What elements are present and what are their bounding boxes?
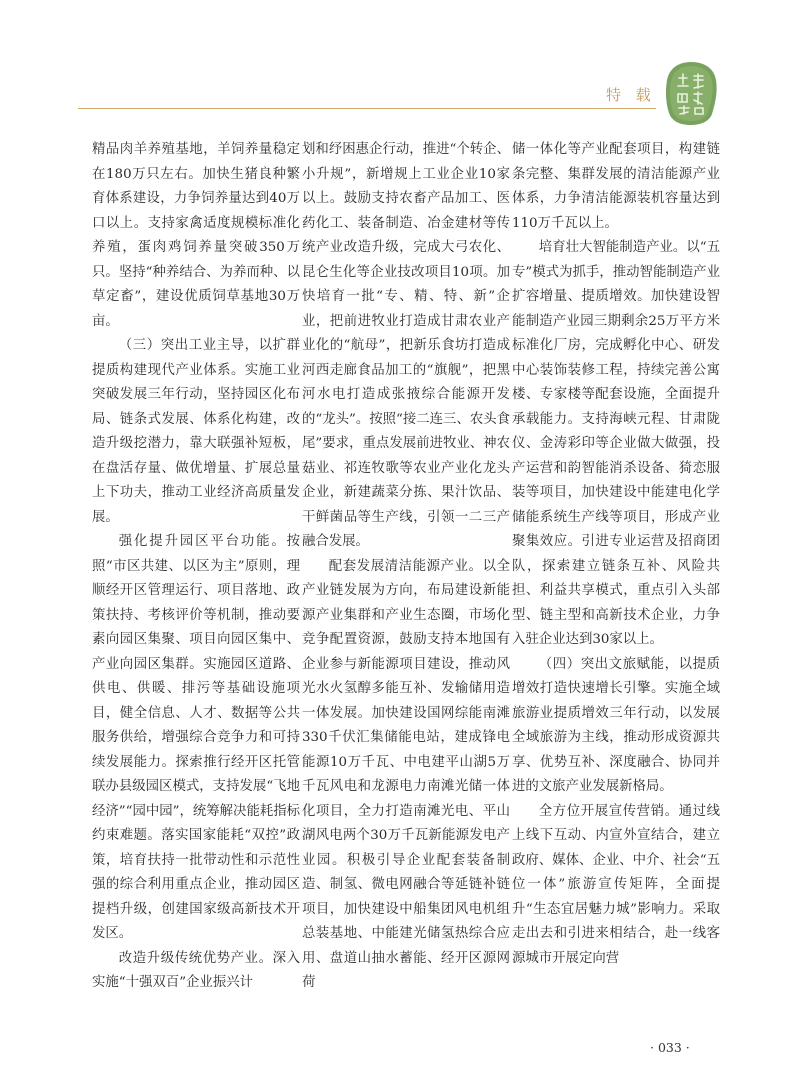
text-column-3 (512, 138, 720, 971)
paragraph: （三）突出工业主导，以扩群提质构建现代产业体系。实施工业突破发展三年行动，坚持园区化布局、链条式发展、体系化构建，改造升级挖潜力，靠大联强补短板，在盘活存量、做优增量、扩展总量上下功夫，推动工业经济高质量发展。 (92, 338, 300, 525)
header-rule (78, 108, 656, 109)
paragraph: 精品肉羊养殖基地，羊饲养量稳定在180万只左右。加快生猪良种繁育体系建设，力争饲养量达到40万口以上。支持家禽适度规模标准化养殖，蛋肉鸡饲养量突破350万只。坚持“种养结合、为养而种、以草定畜”，建设优质饲草基地30万亩。 (92, 142, 300, 329)
paragraph: 强化提升园区平台功能。按照“市区共建、以区为主”原则，理顺经开区管理运行、项目落地、政策扶持、考核评价等机制，推动要素向园区集聚、项目向园区集中、产业向园区集群。实施园区道路、供电、供暖、排污等基础设施项目，健全信息、人才、数据等公共服务供给，增强综合竞争力和可持续发展能力。探索推行经开区托管联办县级园区模式，支持发展“飞地经济”“园中园”，统筹解决能耗指标约束难题。落实国家能耗“双控”政策，培育扶持一批带动性和示范性强的综合利用重点企业，推动园区提档升级，创建国家级高新技术开发区。 (92, 534, 301, 941)
paragraph: 储一体化等产业配套项目，构建链条完整、集群发展的清洁能源产业体系，力争清洁能源装机容量达到110万千瓦以上。 (512, 142, 720, 231)
paragraph: （四）突出文旅赋能，以提质增效打造快速增长引擎。实施全域旅游业提质增效三年行动，以发展全域旅游为主线，推动形成资源共享、优势互补、深度融合、协同并进的文旅产业发展新格局。 (512, 656, 720, 794)
text-column-2 (302, 138, 510, 996)
page-number: · 033 · (650, 1040, 690, 1055)
paragraph: 配套发展清洁能源产业。以全产业链发展为方向，布局建设新能源产业集群和产业生态圈，市场化竞争配置资源，鼓励支持本地国有企业参与新能源项目建设，推动风光水火氢醇多能互补、发输储用造一体发展。加快建设国网综能南滩330千伏汇集储能电站，建成锋电能源10万千瓦、中电建平山湖5万千瓦风电和龙源电力南滩光储一体化项目，全力打造南滩光电、平山湖风电两个30万千瓦新能源发电产业园。积极引导企业配套装备制造、制氢、微电网融合等延链补链项目，加快建设中船集团风电机组总装基地、中能建光储氢热综合应用、盘道山抽水蓄能、经开区源网荷 (302, 558, 510, 990)
text-column-1 (92, 138, 300, 996)
paragraph: 培育壮大智能制造产业。以“五专”模式为抓手，推动智能制造产业扩容增量、提质增效。加快建设智能制造产业园三期剩余25万平方米标准化厂房，完成孵化中心、研发中心装饰装修工程，持续完善公寓楼、专家楼等配套设施，全面提升承载能力。支持海峡元程、甘肃陇仪、金涛彩印等企业做大做强，投产运营和韵智能消杀设备、猗恋服装等项目，加快建设中能建电化学储能系统生产线等项目，形成产业聚集效应。引进专业运营及招商团队，探索建立链条互补、风险共担、利益共享模式，重点引入头部型、链主型和高新技术企业，力争入驻企业达到30家以上。 (512, 240, 720, 647)
paragraph: 全方位开展宣传营销。通过线上线下互动、内宣外宣结合，建立政府、媒体、企业、中介、社会“五位一体”旅游宣传矩阵，全面提升“生态宜居魅力城”影响力。采取走出去和引进来相结合，赴一线客源城市开展定向营 (512, 803, 720, 966)
section-tag: 特 载 (606, 86, 656, 104)
green-stone-seal-icon (664, 60, 718, 126)
paragraph: 改造升级传统优势产业。深入实施“十强双百”企业振兴计 (92, 950, 300, 990)
paragraph: 划和纾困惠企行动，推进“个转企、小升规”，新增规上工业企业10家以上。鼓励支持农畜产品加工、医药化工、装备制造、冶金建材等传统产业改造升级，完成大弓农化、昆仑生化等企业技改项目10项。加快培育一批“专、精、特、新”企业，把前进牧业打造成甘肃农业产业化的“航母”，把新乐食坊打造成河西走廊食品加工的“旗舰”，把黑河水电打造成张掖综合能源开发的“龙头”。按照“接二连三、农头食尾”要求，重点发展前进牧业、神农菇业、祁连牧歌等农业产业化龙头企业，新建蔬菜分拣、果汁饮品、干鲜菌品等生产线，引领一二三产融合发展。 (302, 142, 511, 549)
